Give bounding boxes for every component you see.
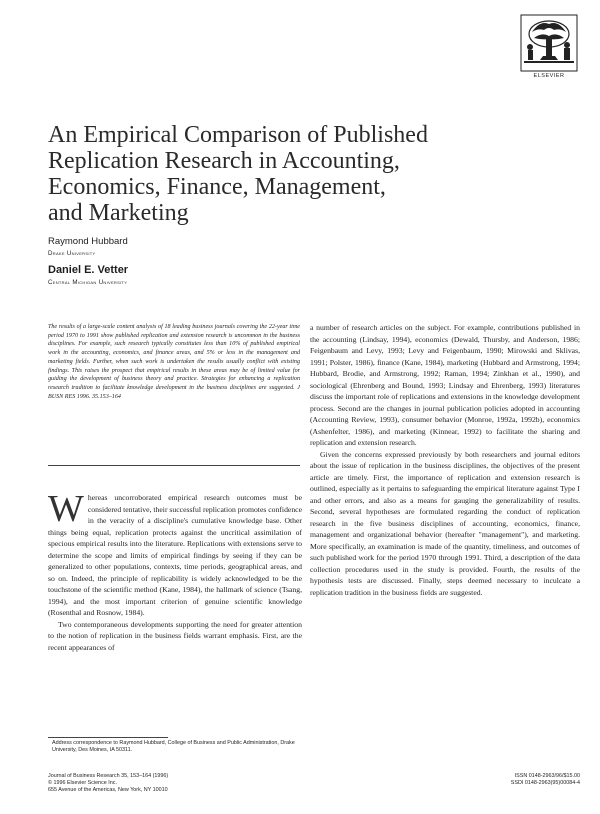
elsevier-tree-icon — [520, 14, 578, 72]
title-line: Replication Research in Accounting, — [48, 148, 400, 174]
title-line: and Marketing — [48, 200, 189, 226]
journal-citation: Journal of Business Research 35, 153–164 (1996) — [48, 773, 169, 779]
copyright: © 1996 Elsevier Science Inc. — [48, 780, 117, 787]
body-paragraph: Given the concerns expressed previously by both researchers and journal editors about the issue of replication in the business disciplines, the objectives of the present article are timely. First, the importance of replication and extension research is outlined, especially as it pertains to safeguarding the empirical literature against Type I and other errors, and also as a means for gauging the generalizability of results. Second, several hypotheses are formulated regarding the conduct of replication research in the five business disciplines of accounting, economics, finance, management and organizational behavior (hereafter "management"), and marketing. More specifically, an examination is made of the quantity, timeliness, and outcomes of such published work for the period 1970 through 1991. Third, a description of the data collection procedures used in the study is provided. Fourth, the results of the hypothesis tests are discussed. Finally, steps deemed necessary to inculcate a replication tradition in the business fields are suggested. — [310, 449, 580, 597]
publisher-logo — [520, 14, 578, 79]
left-column — [48, 488, 302, 653]
body-paragraph: Two contemporaneous developments supporting the need for greater attention to the notion of replication in the business fields warrant emphasis. First, are the recent appearances of — [48, 619, 302, 652]
dropcap-letter: W — [48, 488, 84, 530]
publisher-name: ELSEVIER — [533, 73, 565, 79]
article-title — [48, 122, 468, 226]
title-line: Economics, Finance, Management, — [48, 174, 386, 200]
author-name-1: Raymond Hubbard — [48, 236, 128, 247]
correspondence-footnote: Address correspondence to Raymond Hubbard, College of Business and Public Administration, Drake University, Des Moines, IA 50311. — [52, 740, 295, 754]
issn-codes — [440, 773, 580, 787]
intro-paragraph — [48, 488, 302, 619]
issn: ISSN 0148-2963/96/$15.00 — [514, 773, 580, 779]
publisher-address: 655 Avenue of the Americas, New York, NY 10010 — [48, 787, 168, 794]
journal-info — [48, 773, 298, 795]
author-affiliation-2: Central Michigan University — [48, 279, 128, 286]
author-name-2: Daniel E. Vetter — [48, 264, 129, 276]
abstract: The results of a large-scale content analysis of 18 leading business journals covering the 22-year time period 1970 to 1991 show published replication and extension research is uncommon in the business disciplines. For example, such research typically constitutes less than 10% of published empirical work in the accounting, economics, and finance areas, and 5% or less in the management and marketing fields. Further, when such work is undertaken the results usually conflict with existing findings. This raises the prospect that empirical results in these areas may be of limited value for guiding the development of business theory and practice. Strategies for enhancing a replication research tradition to facilitate knowledge development in the business disciplines are suggested. J BUSN RES 1996. 35.153–164 — [48, 324, 300, 400]
footnote-divider — [48, 737, 168, 738]
title-line: An Empirical Comparison of Published — [48, 122, 428, 148]
intro-paragraph-text: hereas uncorroborated empirical research outcomes must be considered tentative, their successful replication promotes confidence in the veracity of a discipline's cumulative knowledge base. Other things being equal, replication protects against the uncritical assimilation of specious empirical results into the literature. Replications with extensions serve to determine the scope and limits of empirical findings by seeing if they can be generalized to other populations, contexts, time periods, geographical areas, and so on. Indeed, the principle of replicability is widely acknowledged to be the touchstone of the scientific method (Kane, 1984), the hallmark of science (Tsang, 1994), and the most important criterion of genuine scientific knowledge (Rosenthal and Rosnow, 1984). — [48, 493, 302, 617]
ssdi: SSDI 0148-2963(95)00084-4 — [510, 780, 580, 787]
abstract-divider — [48, 465, 300, 466]
body-paragraph: a number of research articles on the subject. For example, contributions published in the accounting (Lindsay, 1994), economics (Dewald, Thursby, and Anderson, 1986; Feigenbaum and Levy, 1993; Levy and Feigenbaum, 1990; Mirowski and Sklivas, 1991; Polster, 1986), finance (Kane, 1984), marketing (Hubbard and Armstrong, 1994; Hubbard, Brodie, and Armstrong, 1992; Raman, 1994; Zinkhan et al., 1990), and sociological (Ehrenberg and Bound, 1993; Lindsay and Ehrenberg, 1993) literatures discuss the important role of replications and extensions in the knowledge development process. Second are the changes in journal publication policies adopted in accounting (Accounting Review, 1993), consumer behavior (Monroe, 1992a, 1992b), economics (Ashenfelter, 1986), and marketing (Kinnear, 1992) to facilitate the sharing and replication and extension research. — [310, 323, 580, 447]
author-affiliation-1: Drake University — [48, 250, 96, 257]
right-column — [310, 322, 580, 598]
